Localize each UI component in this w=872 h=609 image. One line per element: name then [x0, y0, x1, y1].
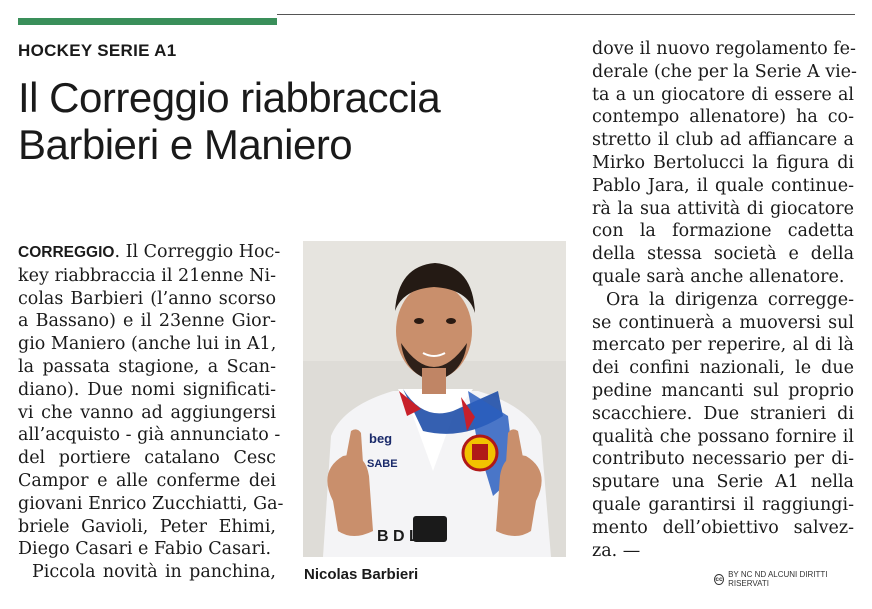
- jersey-sponsor-text: beg: [369, 431, 393, 446]
- text-line: mento dell’obiettivo salvez-: [592, 517, 854, 538]
- section-kicker: HOCKEY SERIE A1: [18, 41, 177, 60]
- text-line: mercato per reperire, al di là: [592, 335, 854, 356]
- text-line: a Bassano) e il 23enne Gior-: [18, 311, 276, 332]
- text-line: all’acquisto - già annunciato -: [18, 425, 281, 446]
- rights-text: BY NC ND ALCUNI DIRITTI RISERVATI: [728, 570, 828, 588]
- text-line: pedine mancanti sul proprio: [592, 380, 854, 401]
- article-column-3: [592, 38, 857, 562]
- text-line: giovani Enrico Zucchiatti, Ga-: [18, 493, 284, 514]
- article-column-1: [18, 241, 284, 584]
- text-line: Mirko Bertolucci la figura di: [592, 152, 854, 173]
- section-color-bar: [18, 18, 277, 25]
- copyright-notice: [714, 572, 856, 586]
- text-line: qualità che possano fornire il: [592, 426, 854, 447]
- text-line: colas Barbieri (l’anno scorso: [18, 288, 276, 309]
- text-line: za. —: [592, 540, 641, 561]
- dateline: CORREGGIO: [18, 244, 115, 261]
- text-line: Ora la dirigenza corregge-: [606, 289, 854, 310]
- text-line: la passata stagione, a Scan-: [18, 356, 276, 377]
- text-line: Campor e alle conferme dei: [18, 470, 276, 491]
- text-line: dei confini nazionali, le due: [592, 358, 854, 379]
- article-photo: [303, 241, 566, 557]
- player-photo-illustration: [303, 241, 566, 557]
- text-line: Piccola novità in panchina,: [32, 562, 276, 583]
- text-line: diano). Due nomi significati-: [18, 379, 276, 400]
- headline-line: Il Correggio riabbraccia: [18, 74, 441, 121]
- text-line: contempo allenatore) ha co-: [592, 107, 854, 128]
- text-line: stretto il club ad affiancare a: [592, 130, 854, 151]
- text-line: se continuerà a muoversi sul: [592, 312, 854, 333]
- text-line: scacchiere. Due stranieri di: [592, 403, 854, 424]
- text-line: contributo necessario per di-: [592, 449, 854, 470]
- text-line: briele Gavioli, Peter Ehimi,: [18, 516, 276, 537]
- text-line: sputare una Serie A1 nella: [592, 472, 854, 493]
- text-line: rà la sua attività di giocatore: [592, 198, 854, 219]
- jersey-sponsor-text: B D L: [377, 528, 419, 545]
- top-rule: [277, 14, 855, 15]
- text-line: vi che vanno ad aggiungersi: [18, 402, 276, 423]
- text-line: del portiere catalano Cesc: [18, 448, 276, 469]
- text-line: Diego Casari e Fabio Casari.: [18, 539, 272, 560]
- text-line: quale sarà anche allenatore.: [592, 266, 845, 287]
- text-line: quale garantirsi il raggiungi-: [592, 494, 854, 515]
- text-line: Pablo Jara, il quale continue-: [592, 175, 854, 196]
- text-line: key riabbraccia il 21enne Ni-: [18, 265, 276, 286]
- jersey-sponsor-text: SABE: [367, 458, 398, 470]
- text-line: derale (che per la Serie A vie-: [592, 61, 857, 82]
- text-line: gio Maniero (anche lui in A1,: [18, 334, 277, 355]
- creative-commons-icon: cc: [715, 575, 723, 583]
- text-line: dove il nuovo regolamento fe-: [592, 39, 856, 59]
- photo-caption: Nicolas Barbieri: [304, 566, 419, 583]
- text-line: CORREGGIO. Il Correggio Hoc-: [18, 242, 281, 262]
- text-line: della stessa società e della: [592, 244, 854, 265]
- headline-line: Barbieri e Maniero: [18, 121, 353, 168]
- headline: [18, 74, 578, 168]
- text-line: ta a un giocatore di essere al: [592, 84, 854, 105]
- text-line: con la formazione cadetta: [592, 221, 854, 242]
